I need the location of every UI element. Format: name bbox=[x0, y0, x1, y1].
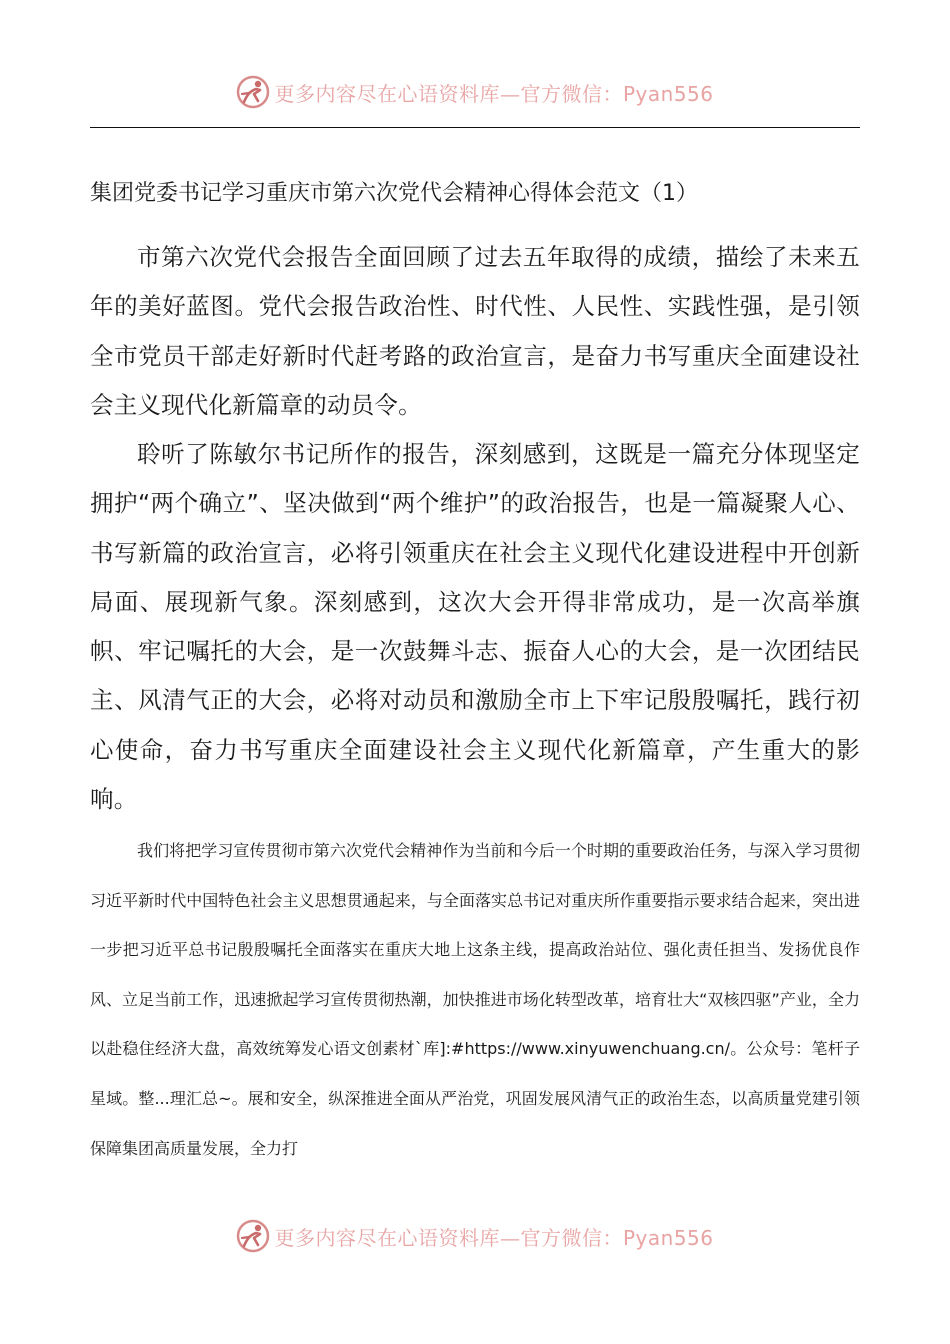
header-banner bbox=[0, 72, 950, 112]
banner-text bbox=[274, 1222, 713, 1251]
header-divider bbox=[90, 127, 860, 128]
document-title: 集团党委书记学习重庆市第六次党代会精神心得体会范文（1） bbox=[90, 181, 698, 206]
stylized-person-logo-icon bbox=[236, 75, 270, 109]
banner-slogan: 更多内容尽在心语资料库—官方微信： bbox=[274, 81, 623, 106]
banner-text bbox=[274, 78, 713, 107]
wechat-id: Pyan556 bbox=[622, 1225, 714, 1250]
body-paragraph: 市第六次党代会报告全面回顾了过去五年取得的成绩，描绘了未来五年的美好蓝图。党代会报告政治性、时代性、人民性、实践性强，是引领全市党员干部走好新时代赶考路的政治宣言，是奋力书写重庆全面建设社会主义现代化新篇章的动员令。 bbox=[90, 243, 860, 419]
wechat-id: Pyan556 bbox=[622, 81, 714, 106]
footer-banner bbox=[0, 1216, 950, 1256]
banner-slogan: 更多内容尽在心语资料库—官方微信： bbox=[274, 1225, 623, 1250]
body-paragraph: 聆听了陈敏尔书记所作的报告，深刻感到，这既是一篇充分体现坚定拥护“两个确立”、坚决做到“两个维护”的政治报告，也是一篇凝聚人心、书写新篇的政治宣言，必将引领重庆在社会主义现代化建设进程中开创新局面、展现新气象。深刻感到，这次大会开得非常成功，是一次高举旗帜、牢记嘱托的大会，是一次鼓舞斗志、振奋人心的大会，是一次团结民主、风清气正的大会，必将对动员和激励全市上下牢记殷殷嘱托，践行初心使命，奋力书写重庆全面建设社会主义现代化新篇章，产生重大的影响。 bbox=[90, 440, 860, 814]
stylized-person-logo-icon bbox=[236, 1219, 270, 1253]
body-paragraph: 我们将把学习宣传贯彻市第六次党代会精神作为当前和今后一个时期的重要政治任务，与深入学习贯彻习近平新时代中国特色社会主义思想贯通起来，与全面落实总书记对重庆所作重要指示要求结合起来，突出进一步把习近平总书记殷殷嘱托全面落实在重庆大地上这条主线，提高政治站位、强化责任担当、发扬优良作风、立足当前工作，迅速掀起学习宣传贯彻热潮，加快推进市场化转型改革，培育壮大“双核四驱”产业，全力以赴稳住经济大盘，高效统筹发心语文创素材`库]:#https://www.xinyuwenchuang.cn/。公众号：笔杆子星域。整...理汇总~。展和安全，纵深推进全面从严治党，巩固发展风清气正的政治生态，以高质量党建引领保障集团高质量发展，全力打 bbox=[90, 841, 860, 1158]
